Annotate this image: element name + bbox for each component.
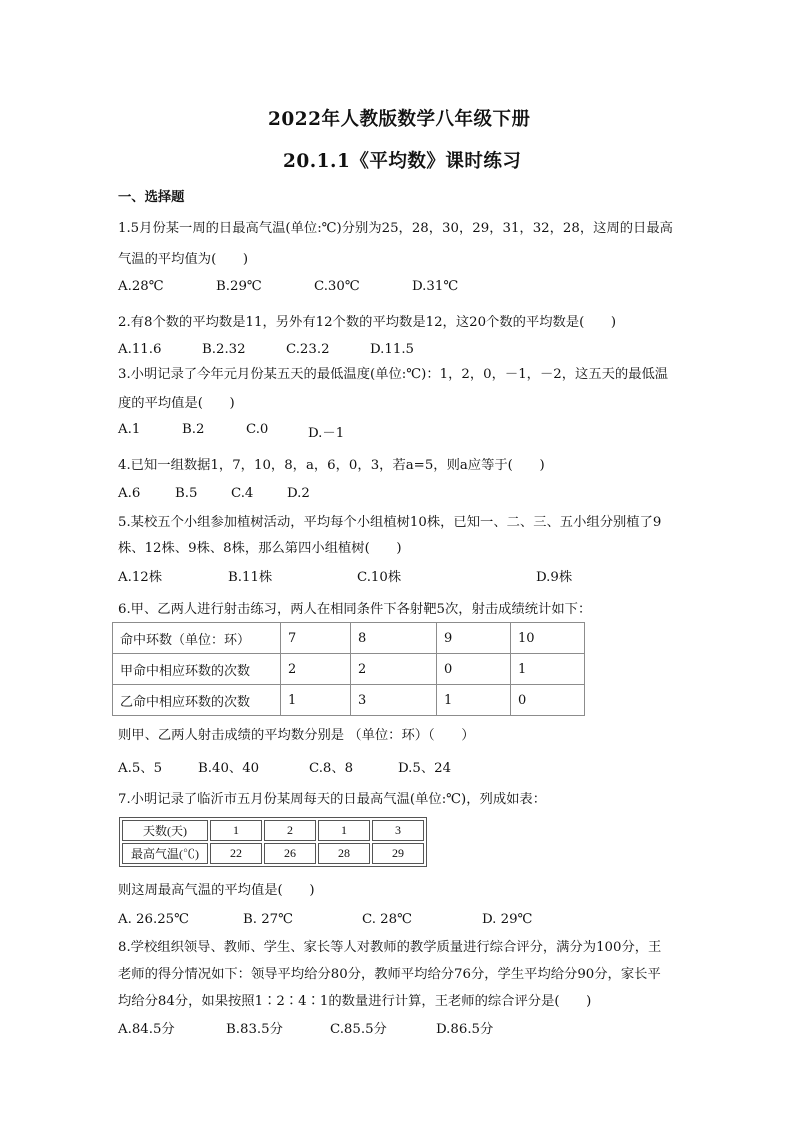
- table-cell: 最高气温(℃): [122, 843, 208, 864]
- table-cell: 2: [351, 654, 437, 685]
- table-cell: 2: [264, 820, 316, 841]
- question-6-option-a: A.5、5: [118, 761, 163, 776]
- question-1-option-b: B.29℃: [216, 279, 262, 294]
- question-7-option-c: C. 28℃: [362, 912, 412, 927]
- question-2-option-a: A.11.6: [118, 342, 162, 357]
- question-4-option-b: B.5: [175, 486, 198, 501]
- table-cell: 0: [511, 685, 585, 716]
- question-6-option-b: B.40、40: [198, 761, 260, 776]
- question-8-line-1: 8.学校组织领导、教师、学生、家长等人对教师的教学质量进行综合评分，满分为100分，王: [118, 940, 662, 955]
- question-8-option-d: D.86.5分: [436, 1022, 494, 1037]
- question-8-option-c: C.85.5分: [330, 1022, 387, 1037]
- table-cell: 1: [437, 685, 511, 716]
- question-3-option-c: C.0: [246, 422, 269, 437]
- table-cell: 命中环数（单位：环）: [113, 623, 281, 654]
- question-4-option-a: A.6: [118, 486, 141, 501]
- question-1-option-d: D.31℃: [412, 279, 459, 294]
- question-5-option-b: B.11株: [228, 570, 273, 585]
- table-cell: 2: [281, 654, 351, 685]
- table-cell: 1: [511, 654, 585, 685]
- question-8-option-b: B.83.5分: [226, 1022, 283, 1037]
- question-5-line-2: 株、12株、9株、8株，那么第四小组植树( ): [118, 541, 402, 556]
- question-1-line-1: 1.5月份某一周的日最高气温(单位:℃)分别为25，28，30，29，31，32，28，这周的日最高: [118, 221, 673, 236]
- question-2-option-c: C.23.2: [286, 342, 330, 357]
- table-cell: 乙命中相应环数的次数: [113, 685, 281, 716]
- question-6-line-2: 则甲、乙两人射击成绩的平均数分别是 （单位：环）（ ）: [118, 728, 475, 743]
- table-cell: 26: [264, 843, 316, 864]
- table-cell: 28: [318, 843, 370, 864]
- question-5-line-1: 5.某校五个小组参加植树活动，平均每个小组植树10株，已知一、二、三、五小组分别植了9: [118, 515, 662, 530]
- table-cell: 7: [281, 623, 351, 654]
- question-8-option-a: A.84.5分: [118, 1022, 175, 1037]
- question-3-line-1: 3.小明记录了今年元月份某五天的最低温度(单位:℃)：1，2，0，－1，－2，这五天的最低温: [118, 367, 669, 382]
- table-cell: 0: [437, 654, 511, 685]
- table-cell: 3: [351, 685, 437, 716]
- page-subtitle: 20.1.1《平均数》课时练习: [283, 151, 522, 172]
- table-row: [113, 654, 585, 685]
- question-7-line-1: 7.小明记录了临沂市五月份某周每天的日最高气温(单位:℃)，列成如表：: [118, 792, 547, 807]
- question-8-line-3: 均给分84分，如果按照1∶2∶4∶1的数量进行计算，王老师的综合评分是( ): [118, 994, 592, 1009]
- question-7-option-b: B. 27℃: [243, 912, 294, 927]
- question-3-option-b: B.2: [182, 422, 205, 437]
- question-2-option-b: B.2.32: [202, 342, 246, 357]
- question-3-option-d: D.－1: [308, 426, 345, 441]
- table-row: [113, 685, 585, 716]
- table-cell: 8: [351, 623, 437, 654]
- table-cell: 22: [210, 843, 262, 864]
- question-6-line-1: 6.甲、乙两人进行射击练习，两人在相同条件下各射靶5次，射击成绩统计如下：: [118, 602, 592, 617]
- table-cell: 10: [511, 623, 585, 654]
- table-cell: 1: [210, 820, 262, 841]
- temperature-table: [119, 817, 427, 867]
- table-cell: 29: [372, 843, 424, 864]
- section-heading: 一、选择题: [118, 190, 185, 205]
- question-4-option-c: C.4: [231, 486, 254, 501]
- question-1-line-2: 气温的平均值为( ): [118, 252, 249, 267]
- question-7-line-2: 则这周最高气温的平均值是( ): [118, 883, 315, 898]
- question-6-option-d: D.5、24: [398, 761, 452, 776]
- question-1-option-c: C.30℃: [314, 279, 360, 294]
- question-3-line-2: 度的平均值是( ): [118, 396, 235, 411]
- table-row: [122, 843, 424, 864]
- question-7-option-d: D. 29℃: [482, 912, 533, 927]
- question-5-option-a: A.12株: [118, 570, 163, 585]
- question-4-option-d: D.2: [287, 486, 310, 501]
- table-cell: 1: [281, 685, 351, 716]
- table-cell: 1: [318, 820, 370, 841]
- question-5-option-c: C.10株: [357, 570, 402, 585]
- page-title: 2022年人教版数学八年级下册: [268, 109, 531, 130]
- table-row: [122, 820, 424, 841]
- table-cell: 甲命中相应环数的次数: [113, 654, 281, 685]
- shooting-table: [112, 622, 585, 716]
- question-5-option-d: D.9株: [536, 570, 573, 585]
- question-8-line-2: 老师的得分情况如下：领导平均给分80分，教师平均给分76分，学生平均给分90分，家长平: [118, 967, 661, 982]
- table-cell: 9: [437, 623, 511, 654]
- question-4-line-1: 4.已知一组数据1，7，10，8，a，6，0，3，若a=5，则a应等于( ): [118, 458, 545, 473]
- question-1-option-a: A.28℃: [118, 279, 164, 294]
- question-7-option-a: A. 26.25℃: [118, 912, 189, 927]
- question-2-option-d: D.11.5: [370, 342, 415, 357]
- table-cell: 3: [372, 820, 424, 841]
- table-cell: 天数(天): [122, 820, 208, 841]
- question-3-option-a: A.1: [118, 422, 141, 437]
- question-6-option-c: C.8、8: [309, 761, 354, 776]
- table-row: [113, 623, 585, 654]
- question-2-line-1: 2.有8个数的平均数是11，另外有12个数的平均数是12，这20个数的平均数是( ): [118, 315, 617, 330]
